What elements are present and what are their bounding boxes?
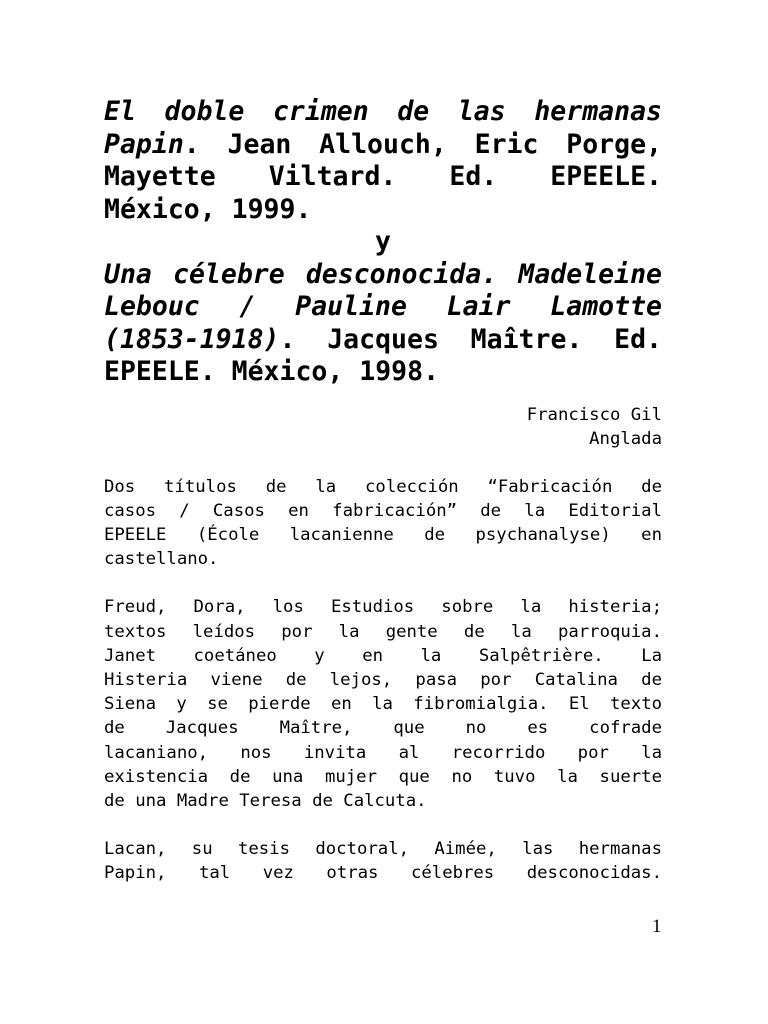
author-name-line: Anglada <box>589 428 662 449</box>
heading-line: (1853-1918). Jacques Maître. Ed. <box>104 323 662 355</box>
paragraph-line: Freud, Dora, los Estudios sobre la histeria; <box>104 597 662 618</box>
heading-line: EPEELE. México, 1998. <box>104 356 440 387</box>
paragraph-line: casos / Casos en fabricación” de la Editorial <box>104 500 662 521</box>
paragraph-line: Histeria viene de lejos, pasa por Catalina de <box>104 669 662 690</box>
author-name-line: Francisco Gil <box>526 404 662 425</box>
heading-line: Lebouc / Pauline Lair Lamotte <box>104 291 662 322</box>
paragraph-line: de Jacques Maître, que no es cofrade <box>104 718 662 739</box>
paragraph-line: existencia de una mujer que no tuvo la suerte <box>104 766 662 787</box>
paragraph-line: Janet coetáneo y en la Salpêtrière. La <box>104 645 662 666</box>
heading-line: Mayette Viltard. Ed. EPEELE. <box>104 161 662 192</box>
paragraph-line: lacaniano, nos invita al recorrido por la <box>104 742 662 763</box>
paragraph-line: EPEELE (École lacanienne de psychanalyse) en <box>104 524 662 545</box>
paragraph-line: de una Madre Teresa de Calcuta. <box>104 790 427 811</box>
paragraph-line: Papin, tal vez otras célebres desconocidas. <box>104 863 662 884</box>
paragraph-line: textos leídos por la gente de la parroquia. <box>104 621 662 642</box>
body-paragraph <box>104 595 662 813</box>
paragraph-line: Siena y se pierde en la fibromialgia. El texto <box>104 694 662 715</box>
heading-line: El doble crimen de las hermanas <box>104 96 662 127</box>
author-byline <box>104 403 662 451</box>
body-paragraph <box>104 475 662 572</box>
book-titles-heading <box>104 96 662 389</box>
page-number: 1 <box>652 916 662 937</box>
heading-conjunction: y <box>375 226 391 257</box>
heading-line: México, 1999. <box>104 193 312 225</box>
heading-line: Una célebre desconocida. Madeleine <box>104 258 662 290</box>
heading-line: Papin. Jean Allouch, Eric Porge, <box>104 128 662 160</box>
document-page <box>104 96 662 886</box>
body-paragraph <box>104 837 662 885</box>
paragraph-line: castellano. <box>104 549 219 570</box>
paragraph-line: Dos títulos de la colección “Fabricación de <box>104 476 662 497</box>
paragraph-line: Lacan, su tesis doctoral, Aimée, las hermanas <box>104 839 662 860</box>
